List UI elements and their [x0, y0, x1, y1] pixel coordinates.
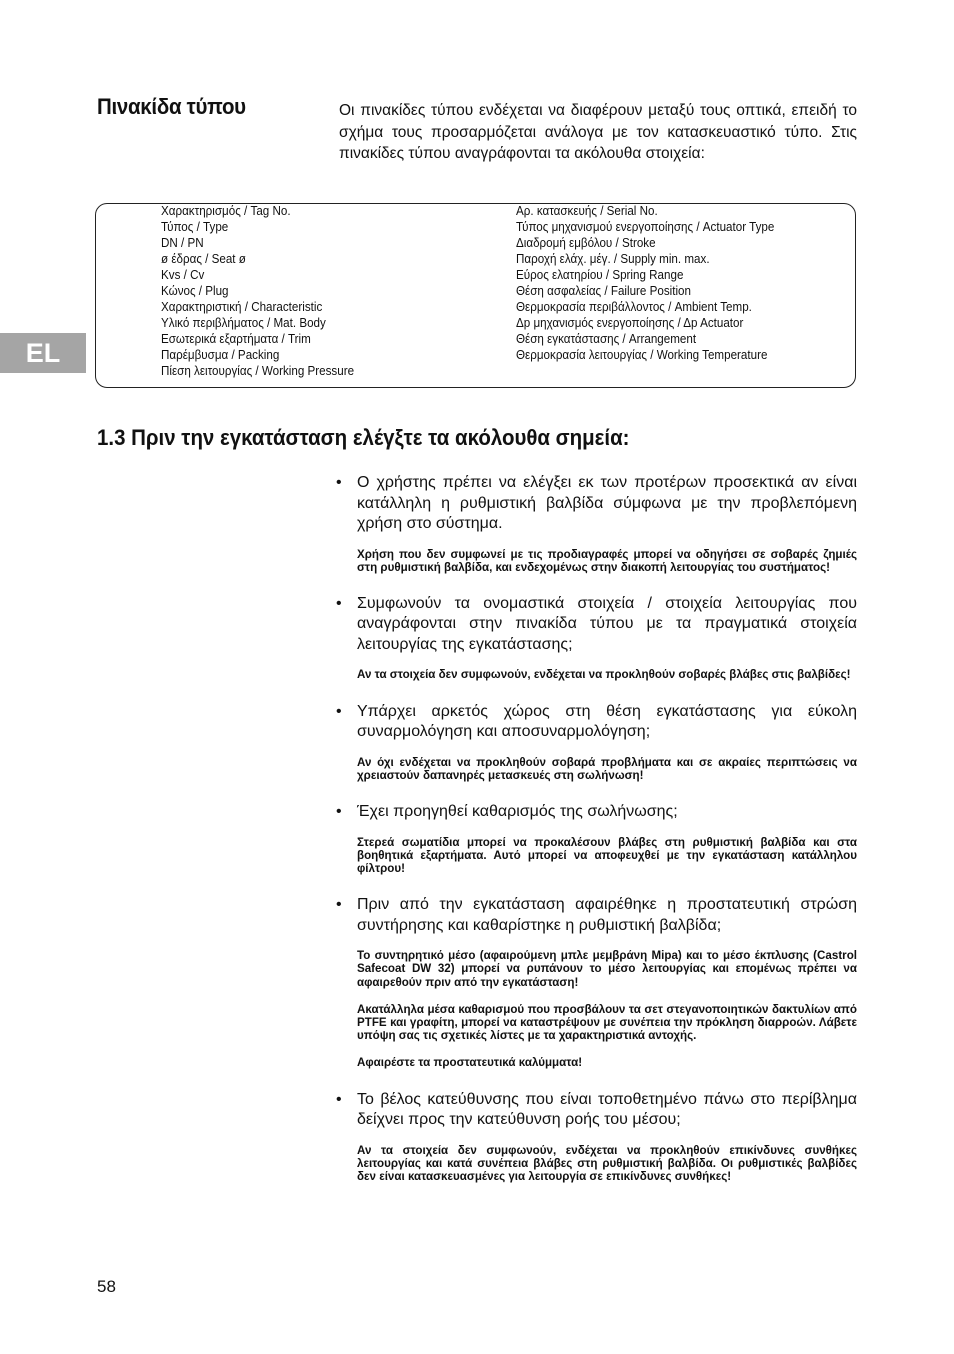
- nameplate-field: Θέση ασφαλείας / Failure Position: [516, 284, 691, 298]
- nameplate-field: Δp μηχανισμός ενεργοποίησης / Δp Actuator: [516, 316, 744, 330]
- checklist-item: [336, 473, 857, 574]
- nameplate-left-column: [161, 203, 354, 379]
- checklist-note: Αφαιρέστε τα προστατευτικά καλύμματα!: [357, 1056, 583, 1070]
- checklist-note: Αν όχι ενδέχεται να προκληθούν σοβαρά προβλήματα και σε ακραίες περιπτώσεις να χρειαστούν δαπανηρές μετασκευές στη σωλήνωση!: [357, 755, 857, 782]
- checklist-note: Χρήση που δεν συμφωνεί με τις προδιαγραφές μπορεί να οδηγήσει σε σοβαρές ζημιές στη ρυθμιστική βαλβίδα, και ενδεχομένως στην διακοπή λειτουργίας του συστήματος!: [357, 547, 857, 574]
- checklist-item: [336, 702, 857, 782]
- bullet-icon: •: [336, 1090, 342, 1108]
- checklist-note: Αν τα στοιχεία δεν συμφωνούν, ενδέχεται να προκληθούν επικίνδυνες συνθήκες λειτουργίας και κατά συνέπεια βλάβες στη ρυθμιστική βαλβίδα. Οι ρυθμιστικές βαλβίδες δεν είναι κατασκευασμένες για λειτουργία σε επικίνδυνες συνθήκες!: [357, 1143, 857, 1183]
- bullet-icon: •: [336, 803, 342, 821]
- checklist-note: Ακατάλληλα μέσα καθαρισμού που προσβάλουν τα σετ στεγανοποιητικών δακτυλίων από PTFE και γραφίτη, μπορεί να καταστρέψουν με συνέπεια την πρόκληση διαρροών. Λάβετε υπόψη σας τις σχετικές λίστες με τα χαρακτηριστικά αντοχής.: [357, 1002, 857, 1043]
- nameplate-field: Θέση εγκατάστασης / Arrangement: [516, 332, 697, 346]
- bullet-icon: •: [336, 474, 342, 491]
- nameplate-heading: Πινακίδα τύπου: [97, 94, 246, 119]
- nameplate-field: DN / PN: [161, 236, 204, 250]
- checklist-question: Πριν από την εγκατάσταση αφαιρέθηκε η προστατευτική στρώση συντήρησης και καθαρίστηκε η ρυθμιστική βαλβίδα;: [357, 896, 857, 934]
- nameplate-field: Θερμοκρασία περιβάλλοντος / Ambient Temp.: [516, 300, 752, 314]
- nameplate-field: Τύπος μηχανισμού ενεργοποίησης / Actuator Type: [516, 220, 775, 234]
- nameplate-field: Χαρακτηριστική / Characteristic: [161, 300, 323, 314]
- nameplate-field: Θερμοκρασία λειτουργίας / Working Temperature: [516, 348, 768, 362]
- checklist-note: Στερεά σωματίδια μπορεί να προκαλέσουν βλάβες στη ρυθμιστική βαλβίδα και στα βοηθητικά εξαρτήματα. Αυτό μπορεί να αποφευχθεί με την εγκατάσταση κατάλληλου φίλτρου!: [357, 835, 857, 875]
- checklist-item: [336, 895, 857, 1069]
- checklist-question: Έχει προηγηθεί καθαρισμός της σωλήνωσης;: [357, 803, 678, 821]
- nameplate-field: Κώνος / Plug: [161, 284, 229, 298]
- nameplate-field: Εύρος ελατηρίου / Spring Range: [516, 268, 684, 282]
- checklist-item: [336, 594, 857, 682]
- checklist-note: Αν τα στοιχεία δεν συμφωνούν, ενδέχεται να προκληθούν σοβαρές βλάβες στις βαλβίδες!: [357, 668, 851, 682]
- checklist-item: [336, 1090, 857, 1184]
- page-number: 58: [97, 1277, 116, 1296]
- nameplate-fields-box: [95, 203, 856, 388]
- language-tab: EL: [0, 333, 86, 373]
- nameplate-field: Αρ. κατασκευής / Serial No.: [516, 204, 658, 218]
- nameplate-field: ø έδρας / Seat ø: [161, 252, 246, 266]
- nameplate-intro: Οι πινακίδες τύπου ενδέχεται να διαφέρουν μεταξύ τους οπτικά, επειδή το σχήμα τους προσαρμόζεται ανάλογα με τον κατασκευαστικό τύπο. Στις πινακίδες τύπου αναγράφονται τα ακόλουθα στοιχεία:: [339, 102, 857, 162]
- bullet-icon: •: [336, 702, 342, 720]
- checklist: [336, 473, 857, 1183]
- checklist-note: Το συντηρητικό μέσο (αφαιρούμενη μπλε μεμβράνη Mipa) και το μέσο έκπλυσης (Castrol Safecoat DW 32) μπορεί να ρυπάνουν το μέσο λειτουργίας και επομένως πρέπει να αφαιρεθούν πριν από την εγκατάσταση!: [357, 949, 857, 989]
- checklist-question: Συμφωνούν τα ονομαστικά στοιχεία / στοιχεία λειτουργίας που αναγράφονται στην πινακίδα τύπου με τα πραγματικά στοιχεία λειτουργίας της εγκατάστασης;: [357, 594, 857, 653]
- nameplate-field: Εσωτερικά εξαρτήματα / Trim: [161, 332, 311, 346]
- nameplate-field: Χαρακτηρισμός / Tag No.: [161, 204, 291, 218]
- nameplate-field: Τύπος / Type: [161, 220, 229, 234]
- bullet-icon: •: [336, 594, 342, 612]
- nameplate-field: Kvs / Cv: [161, 268, 205, 282]
- bullet-icon: •: [336, 896, 342, 914]
- section-heading: 1.3 Πριν την εγκατάσταση ελέγξτε τα ακόλουθα σημεία:: [97, 425, 630, 450]
- checklist-question: Υπάρχει αρκετός χώρος στη θέση εγκατάστασης για εύκολη συναρμολόγηση και αποσυναρμολόγηση;: [357, 702, 857, 741]
- checklist-question: Ο χρήστης πρέπει να ελέγξει εκ των προτέρων προσεκτικά αν είναι κατάλληλη η ρυθμιστική βαλβίδα σύμφωνα με την προβλεπόμενη χρήση στο σύστημα.: [357, 474, 857, 532]
- nameplate-right-column: [516, 203, 774, 363]
- nameplate-field: Παρέμβυσμα / Packing: [161, 348, 280, 362]
- nameplate-field: Πίεση λειτουργίας / Working Pressure: [161, 364, 355, 378]
- nameplate-field: Διαδρομή εμβόλου / Stroke: [516, 236, 656, 250]
- nameplate-field: Παροχή ελάχ. μέγ. / Supply min. max.: [516, 252, 710, 266]
- checklist-question: Το βέλος κατεύθυνσης που είναι τοποθετημένο πάνω στο περίβλημα δείχνει προς την κατεύθυνση ροής του μέσου;: [357, 1090, 857, 1129]
- nameplate-field: Υλικό περιβλήματος / Mat. Body: [161, 316, 326, 330]
- checklist-item: [336, 802, 857, 875]
